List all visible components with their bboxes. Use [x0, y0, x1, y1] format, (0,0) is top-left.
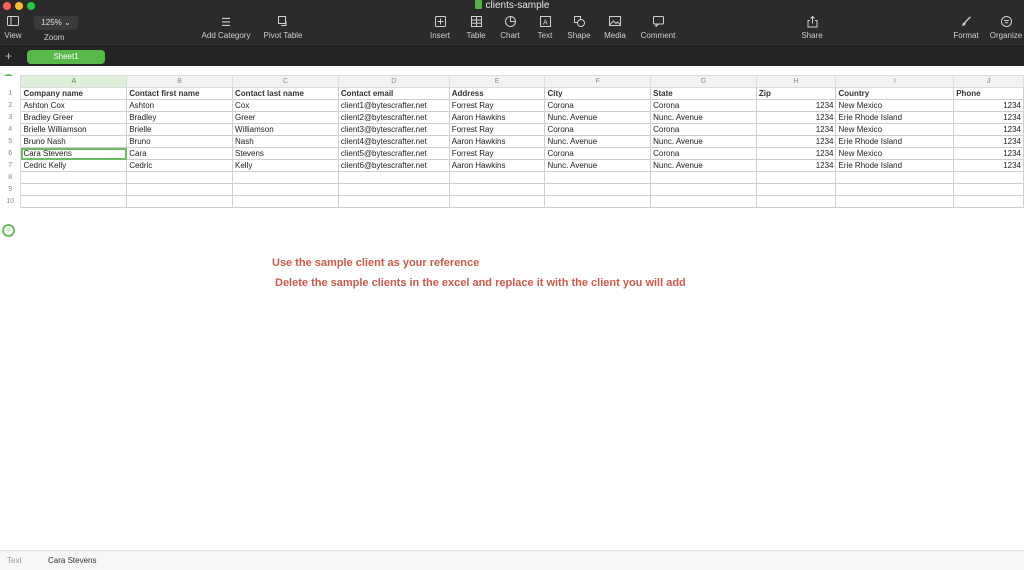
table-cell[interactable]: Corona — [545, 124, 651, 136]
table-cell[interactable]: Bruno — [127, 136, 233, 148]
format-label: Format — [953, 31, 979, 40]
spreadsheet-table — [0, 75, 1024, 208]
spreadsheet-body — [0, 88, 1024, 208]
column-header[interactable]: J — [954, 76, 1024, 88]
row-header[interactable]: 3 — [0, 112, 21, 124]
table-cell[interactable] — [651, 184, 757, 196]
table-cell[interactable]: Cara — [127, 148, 233, 160]
table-cell[interactable]: Nash — [233, 136, 339, 148]
document-icon — [475, 0, 482, 9]
column-header[interactable]: I — [836, 76, 954, 88]
table-cell[interactable] — [21, 196, 127, 208]
table-header-cell[interactable]: Contact email — [338, 88, 449, 100]
row-header[interactable]: 10 — [0, 196, 21, 208]
share-button[interactable] — [798, 16, 826, 42]
sheet-tab-bar — [0, 46, 1024, 66]
table-row — [0, 124, 1024, 136]
table-cell[interactable] — [756, 172, 836, 184]
table-cell[interactable]: Ashton — [127, 100, 233, 112]
cell-type-label: Text — [7, 556, 22, 565]
status-bar — [0, 550, 1024, 570]
table-cell[interactable]: Forrest Ray — [449, 148, 545, 160]
pivot-table-label: Pivot Table — [263, 31, 303, 40]
table-cell[interactable]: Nunc. Avenue — [651, 112, 757, 124]
table-cell[interactable] — [233, 172, 339, 184]
table-cell[interactable]: Nunc. Avenue — [651, 136, 757, 148]
table-header-cell[interactable]: Phone — [954, 88, 1024, 100]
column-header[interactable]: G — [651, 76, 757, 88]
column-header[interactable]: B — [127, 76, 233, 88]
table-cell[interactable]: Corona — [651, 124, 757, 136]
table-cell[interactable]: Cedric Kelly — [21, 160, 127, 172]
table-row — [0, 160, 1024, 172]
toolbar — [0, 0, 1024, 46]
table-cell[interactable]: 1234 — [756, 136, 836, 148]
table-cell[interactable]: New Mexico — [836, 100, 954, 112]
table-cell[interactable]: Erie Rhode Island — [836, 160, 954, 172]
table-row — [0, 136, 1024, 148]
chart-label: Chart — [500, 31, 520, 40]
table-cell[interactable] — [756, 196, 836, 208]
plus-square-icon — [426, 16, 454, 30]
row-header[interactable]: 4 — [0, 124, 21, 136]
column-header[interactable]: F — [545, 76, 651, 88]
table-cell[interactable] — [545, 172, 651, 184]
table-cell[interactable]: 1234 — [954, 100, 1024, 112]
table-cell[interactable]: client1@bytescrafter.net — [338, 100, 449, 112]
table-cell[interactable] — [651, 172, 757, 184]
table-button[interactable] — [462, 16, 490, 42]
table-cell[interactable]: 1234 — [756, 124, 836, 136]
table-header-cell[interactable]: Contact first name — [127, 88, 233, 100]
table-cell[interactable]: client6@bytescrafter.net — [338, 160, 449, 172]
table-cell[interactable]: Aaron Hawkins — [449, 136, 545, 148]
insert-button[interactable] — [426, 16, 454, 42]
table-cell[interactable]: Greer — [233, 112, 339, 124]
table-cell[interactable]: Cara Stevens — [21, 148, 127, 160]
window-title-text: clients-sample — [485, 0, 550, 11]
row-header[interactable]: 7 — [0, 160, 21, 172]
sidebar-icon — [2, 16, 24, 30]
table-header-cell[interactable]: City — [545, 88, 651, 100]
column-header[interactable]: C — [233, 76, 339, 88]
table-row — [0, 148, 1024, 160]
row-header[interactable]: 5 — [0, 136, 21, 148]
table-cell[interactable] — [21, 172, 127, 184]
table-cell[interactable]: Aaron Hawkins — [449, 112, 545, 124]
table-cell[interactable]: client4@bytescrafter.net — [338, 136, 449, 148]
view-label: View — [4, 31, 22, 40]
column-header-row — [0, 76, 1024, 88]
media-button[interactable] — [601, 16, 629, 42]
table-cell[interactable]: Brielle — [127, 124, 233, 136]
table-cell[interactable]: Bruno Nash — [21, 136, 127, 148]
media-label: Media — [604, 31, 626, 40]
table-cell[interactable]: Williamson — [233, 124, 339, 136]
table-cell[interactable] — [21, 184, 127, 196]
zoom-dropdown[interactable]: 125% ⌄ — [34, 16, 78, 30]
table-cell[interactable]: New Mexico — [836, 148, 954, 160]
table-cell[interactable] — [756, 184, 836, 196]
table-cell[interactable]: Corona — [545, 100, 651, 112]
table-cell[interactable]: Corona — [651, 148, 757, 160]
add-row-handle[interactable]: = — [2, 224, 15, 237]
table-cell[interactable]: Erie Rhode Island — [836, 136, 954, 148]
table-cell[interactable] — [836, 196, 954, 208]
table-cell[interactable] — [338, 184, 449, 196]
table-cell[interactable]: 1234 — [756, 160, 836, 172]
table-cell[interactable] — [954, 196, 1024, 208]
list-icon: ☰ — [221, 17, 231, 29]
table-row-empty — [0, 184, 1024, 196]
table-header-cell[interactable]: Country — [836, 88, 954, 100]
row-header[interactable]: 8 — [0, 172, 21, 184]
table-header-row — [0, 88, 1024, 100]
table-header-cell[interactable]: Company name — [21, 88, 127, 100]
table-cell[interactable] — [836, 184, 954, 196]
table-cell[interactable]: Cedric — [127, 160, 233, 172]
table-cell[interactable] — [954, 184, 1024, 196]
table-cell[interactable] — [545, 184, 651, 196]
table-cell[interactable]: Nunc. Avenue — [651, 160, 757, 172]
comment-label: Comment — [640, 31, 676, 40]
pie-chart-icon — [496, 16, 524, 30]
table-cell[interactable]: Forrest Ray — [449, 124, 545, 136]
table-cell[interactable] — [954, 172, 1024, 184]
column-header[interactable]: D — [338, 76, 449, 88]
text-button[interactable] — [531, 16, 559, 42]
instruction-line-2: Delete the sample clients in the excel and replace it with the client you will add — [275, 277, 686, 289]
table-cell[interactable]: 1234 — [756, 112, 836, 124]
comment-button[interactable] — [638, 16, 678, 42]
row-header[interactable]: 6 — [0, 148, 21, 160]
table-header-cell[interactable]: Zip — [756, 88, 836, 100]
shape-icon — [565, 16, 593, 30]
table-cell[interactable]: Stevens — [233, 148, 339, 160]
table-cell[interactable]: 1234 — [954, 148, 1024, 160]
table-label: Table — [466, 31, 486, 40]
insert-label: Insert — [429, 31, 450, 40]
table-header-cell[interactable]: Contact last name — [233, 88, 339, 100]
shape-label: Shape — [567, 31, 591, 40]
table-cell[interactable]: Corona — [651, 100, 757, 112]
table-cell[interactable] — [449, 184, 545, 196]
table-cell[interactable]: 1234 — [756, 148, 836, 160]
table-cell[interactable]: client2@bytescrafter.net — [338, 112, 449, 124]
table-cell[interactable] — [338, 172, 449, 184]
row-header[interactable]: 2 — [0, 100, 21, 112]
view-button[interactable] — [2, 16, 24, 42]
table-cell[interactable]: 1234 — [954, 160, 1024, 172]
table-cell[interactable] — [449, 196, 545, 208]
table-cell[interactable]: Ashton Cox — [21, 100, 127, 112]
window-title — [0, 0, 1024, 12]
table-cell[interactable] — [233, 196, 339, 208]
text-label: Text — [537, 31, 553, 40]
table-cell[interactable] — [127, 172, 233, 184]
table-cell[interactable]: Bradley Greer — [21, 112, 127, 124]
add-category-button[interactable] — [198, 16, 254, 42]
share-icon — [798, 16, 826, 30]
table-cell[interactable]: 1234 — [954, 124, 1024, 136]
text-box-icon — [531, 16, 559, 30]
add-category-label: Add Category — [201, 31, 251, 40]
table-row-empty — [0, 196, 1024, 208]
table-cell[interactable] — [651, 196, 757, 208]
svg-text:A: A — [542, 19, 548, 27]
cell-value-preview: Cara Stevens — [48, 556, 97, 565]
table-cell[interactable]: Brielle Williamson — [21, 124, 127, 136]
table-cell[interactable]: 1234 — [756, 100, 836, 112]
table-icon — [462, 16, 490, 30]
column-header[interactable]: E — [449, 76, 545, 88]
format-button[interactable] — [950, 16, 982, 42]
organize-label: Organize — [989, 31, 1023, 40]
column-header[interactable]: A — [21, 76, 127, 88]
comment-icon — [638, 16, 678, 30]
shape-button[interactable] — [565, 16, 593, 42]
column-header[interactable]: H — [756, 76, 836, 88]
paintbrush-icon — [950, 16, 982, 30]
table-header-cell[interactable]: Address — [449, 88, 545, 100]
table-cell[interactable] — [449, 172, 545, 184]
table-cell[interactable] — [233, 184, 339, 196]
sheet-canvas — [0, 66, 1024, 550]
table-cell[interactable]: Nunc. Avenue — [545, 160, 651, 172]
pivot-icon — [260, 16, 306, 30]
table-cell[interactable]: Corona — [545, 148, 651, 160]
organize-icon — [988, 16, 1024, 30]
table-cell[interactable]: Erie Rhode Island — [836, 112, 954, 124]
table-cell[interactable]: client3@bytescrafter.net — [338, 124, 449, 136]
image-icon — [601, 16, 629, 30]
pivot-table-button[interactable] — [260, 16, 306, 42]
row-header[interactable]: 9 — [0, 184, 21, 196]
row-header[interactable]: 1 — [0, 88, 21, 100]
table-cell[interactable] — [836, 172, 954, 184]
table-cell[interactable]: Aaron Hawkins — [449, 160, 545, 172]
table-cell[interactable]: Nunc. Avenue — [545, 136, 651, 148]
table-cell[interactable]: Bradley — [127, 112, 233, 124]
table-cell[interactable]: Kelly — [233, 160, 339, 172]
organize-button[interactable] — [988, 16, 1024, 42]
chart-button[interactable] — [496, 16, 524, 42]
table-cell[interactable] — [127, 184, 233, 196]
table-header-cell[interactable]: State — [651, 88, 757, 100]
table-cell[interactable] — [127, 196, 233, 208]
table-row — [0, 100, 1024, 112]
sheet-tab-active[interactable]: Sheet1 — [27, 50, 105, 64]
table-row-empty — [0, 172, 1024, 184]
table-cell[interactable]: client5@bytescrafter.net — [338, 148, 449, 160]
table-cell[interactable] — [545, 196, 651, 208]
share-label: Share — [801, 31, 823, 40]
table-cell[interactable]: 1234 — [954, 136, 1024, 148]
add-sheet-button[interactable]: + — [5, 49, 13, 63]
table-cell[interactable]: 1234 — [954, 112, 1024, 124]
table-cell[interactable] — [338, 196, 449, 208]
table-cell[interactable]: Nunc. Avenue — [545, 112, 651, 124]
instruction-line-1: Use the sample client as your reference — [272, 257, 480, 269]
zoom-label: Zoom — [44, 33, 65, 42]
table-row — [0, 112, 1024, 124]
header-corner — [0, 76, 21, 88]
table-cell[interactable]: Cox — [233, 100, 339, 112]
table-cell[interactable]: New Mexico — [836, 124, 954, 136]
table-cell[interactable]: Forrest Ray — [449, 100, 545, 112]
